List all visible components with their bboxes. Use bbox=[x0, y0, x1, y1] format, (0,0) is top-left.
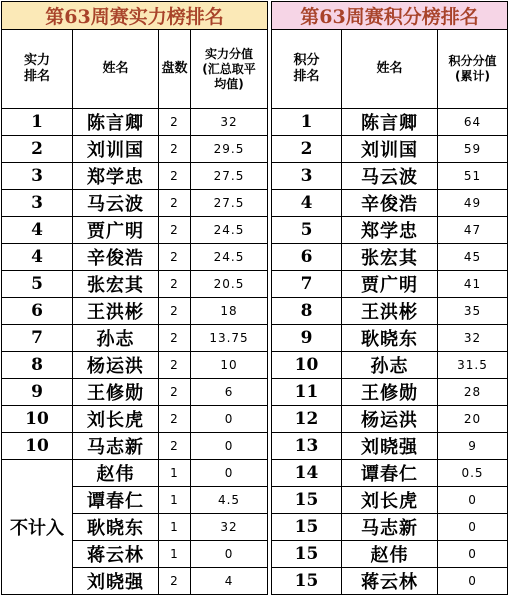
player-name-cell: 刘晓强 bbox=[73, 568, 159, 595]
strength-title: 第63周赛实力榜排名 bbox=[2, 2, 268, 30]
points-name-header: 姓名 bbox=[342, 30, 438, 109]
score-cell: 41 bbox=[438, 271, 508, 298]
table-row bbox=[2, 433, 268, 460]
player-name-cell: 郑学忠 bbox=[342, 217, 438, 244]
table-row bbox=[272, 460, 508, 487]
table-row bbox=[2, 244, 268, 271]
table-row bbox=[2, 163, 268, 190]
score-cell: 64 bbox=[438, 109, 508, 136]
player-name-cell: 郑学忠 bbox=[73, 163, 159, 190]
table-row bbox=[272, 514, 508, 541]
strength-score-header bbox=[191, 30, 268, 109]
player-name-cell: 陈言卿 bbox=[73, 109, 159, 136]
score-cell: 32 bbox=[191, 514, 268, 541]
points-rank-header-text: 积分排名 bbox=[293, 53, 320, 84]
player-name-cell: 孙志 bbox=[73, 325, 159, 352]
player-name-cell: 马志新 bbox=[73, 433, 159, 460]
rank-cell: 1 bbox=[2, 109, 73, 136]
table-row bbox=[272, 541, 508, 568]
player-name-cell: 刘训国 bbox=[73, 136, 159, 163]
games-cell: 2 bbox=[159, 136, 191, 163]
not-counted-label: 不计入 bbox=[2, 460, 73, 595]
table-row bbox=[272, 163, 508, 190]
score-cell: 0 bbox=[191, 460, 268, 487]
score-cell: 0 bbox=[438, 541, 508, 568]
table-row bbox=[2, 406, 268, 433]
table-row bbox=[2, 217, 268, 244]
player-name-cell: 耿晓东 bbox=[73, 514, 159, 541]
table-row bbox=[272, 217, 508, 244]
rank-cell: 15 bbox=[272, 541, 342, 568]
table-row bbox=[2, 325, 268, 352]
table-row bbox=[2, 460, 268, 487]
table-row bbox=[272, 325, 508, 352]
table-row bbox=[2, 109, 268, 136]
score-cell: 29.5 bbox=[191, 136, 268, 163]
table-row bbox=[272, 109, 508, 136]
rank-cell: 7 bbox=[272, 271, 342, 298]
player-name-cell: 赵伟 bbox=[73, 460, 159, 487]
rank-cell: 5 bbox=[2, 271, 73, 298]
table-row bbox=[272, 568, 508, 595]
table-row bbox=[272, 352, 508, 379]
score-cell: 10 bbox=[191, 352, 268, 379]
score-cell: 4 bbox=[191, 568, 268, 595]
games-cell: 1 bbox=[159, 487, 191, 514]
rank-cell: 4 bbox=[2, 217, 73, 244]
table-row bbox=[272, 406, 508, 433]
rank-cell: 1 bbox=[272, 109, 342, 136]
games-cell: 2 bbox=[159, 352, 191, 379]
score-cell: 0 bbox=[191, 406, 268, 433]
games-cell: 2 bbox=[159, 406, 191, 433]
player-name-cell: 王洪彬 bbox=[73, 298, 159, 325]
player-name-cell: 马志新 bbox=[342, 514, 438, 541]
rank-cell: 10 bbox=[272, 352, 342, 379]
score-cell: 31.5 bbox=[438, 352, 508, 379]
rank-cell: 15 bbox=[272, 487, 342, 514]
rank-cell: 5 bbox=[272, 217, 342, 244]
player-name-cell: 杨运洪 bbox=[342, 406, 438, 433]
player-name-cell: 辛俊浩 bbox=[73, 244, 159, 271]
points-ranking-table bbox=[271, 1, 508, 595]
score-cell: 20 bbox=[438, 406, 508, 433]
score-cell: 0 bbox=[191, 541, 268, 568]
games-cell: 1 bbox=[159, 460, 191, 487]
rank-cell: 4 bbox=[2, 244, 73, 271]
games-cell: 2 bbox=[159, 271, 191, 298]
player-name-cell: 耿晓东 bbox=[342, 325, 438, 352]
table-row bbox=[272, 190, 508, 217]
games-cell: 2 bbox=[159, 298, 191, 325]
games-cell: 2 bbox=[159, 217, 191, 244]
rank-cell: 10 bbox=[2, 433, 73, 460]
player-name-cell: 张宏其 bbox=[342, 244, 438, 271]
score-cell: 45 bbox=[438, 244, 508, 271]
player-name-cell: 陈言卿 bbox=[342, 109, 438, 136]
strength-name-header: 姓名 bbox=[73, 30, 159, 109]
score-cell: 0 bbox=[438, 568, 508, 595]
points-score-header-text: 积分分值(累计) bbox=[448, 54, 497, 83]
rank-cell: 3 bbox=[272, 163, 342, 190]
points-score-header bbox=[438, 30, 508, 109]
rank-cell: 15 bbox=[272, 568, 342, 595]
player-name-cell: 蒋云林 bbox=[342, 568, 438, 595]
ranking-sheet bbox=[1, 1, 507, 593]
rank-cell: 9 bbox=[272, 325, 342, 352]
points-title: 第63周赛积分榜排名 bbox=[272, 2, 508, 30]
score-cell: 51 bbox=[438, 163, 508, 190]
player-name-cell: 蒋云林 bbox=[73, 541, 159, 568]
table-row bbox=[2, 190, 268, 217]
player-name-cell: 刘长虎 bbox=[73, 406, 159, 433]
table-row bbox=[272, 379, 508, 406]
score-cell: 0 bbox=[438, 514, 508, 541]
games-cell: 1 bbox=[159, 514, 191, 541]
strength-rank-header bbox=[2, 30, 73, 109]
strength-score-header-text: 实力分值(汇总取平均值) bbox=[202, 46, 256, 91]
score-cell: 0.5 bbox=[438, 460, 508, 487]
player-name-cell: 贾广明 bbox=[73, 217, 159, 244]
table-row bbox=[272, 433, 508, 460]
rank-cell: 11 bbox=[272, 379, 342, 406]
score-cell: 27.5 bbox=[191, 190, 268, 217]
rank-cell: 6 bbox=[2, 298, 73, 325]
score-cell: 47 bbox=[438, 217, 508, 244]
player-name-cell: 张宏其 bbox=[73, 271, 159, 298]
player-name-cell: 王洪彬 bbox=[342, 298, 438, 325]
rank-cell: 13 bbox=[272, 433, 342, 460]
score-cell: 20.5 bbox=[191, 271, 268, 298]
table-row bbox=[2, 352, 268, 379]
score-cell: 9 bbox=[438, 433, 508, 460]
rank-cell: 2 bbox=[272, 136, 342, 163]
player-name-cell: 王修勋 bbox=[73, 379, 159, 406]
rank-cell: 9 bbox=[2, 379, 73, 406]
games-cell: 2 bbox=[159, 379, 191, 406]
score-cell: 6 bbox=[191, 379, 268, 406]
table-row bbox=[2, 379, 268, 406]
table-row bbox=[272, 298, 508, 325]
player-name-cell: 贾广明 bbox=[342, 271, 438, 298]
rank-cell: 3 bbox=[2, 190, 73, 217]
rank-cell: 4 bbox=[272, 190, 342, 217]
score-cell: 24.5 bbox=[191, 244, 268, 271]
player-name-cell: 马云波 bbox=[73, 190, 159, 217]
table-row bbox=[272, 244, 508, 271]
score-cell: 32 bbox=[191, 109, 268, 136]
player-name-cell: 刘长虎 bbox=[342, 487, 438, 514]
table-row bbox=[272, 271, 508, 298]
table-row bbox=[2, 298, 268, 325]
score-cell: 13.75 bbox=[191, 325, 268, 352]
score-cell: 59 bbox=[438, 136, 508, 163]
player-name-cell: 辛俊浩 bbox=[342, 190, 438, 217]
rank-cell: 2 bbox=[2, 136, 73, 163]
table-row bbox=[2, 271, 268, 298]
rank-cell: 6 bbox=[272, 244, 342, 271]
strength-ranking-table bbox=[1, 1, 268, 595]
player-name-cell: 马云波 bbox=[342, 163, 438, 190]
rank-cell: 3 bbox=[2, 163, 73, 190]
player-name-cell: 谭春仁 bbox=[342, 460, 438, 487]
player-name-cell: 刘训国 bbox=[342, 136, 438, 163]
games-cell: 2 bbox=[159, 433, 191, 460]
rank-cell: 7 bbox=[2, 325, 73, 352]
score-cell: 32 bbox=[438, 325, 508, 352]
rank-cell: 8 bbox=[2, 352, 73, 379]
points-rank-header bbox=[272, 30, 342, 109]
score-cell: 24.5 bbox=[191, 217, 268, 244]
score-cell: 49 bbox=[438, 190, 508, 217]
strength-rank-header-text: 实力排名 bbox=[23, 53, 50, 84]
player-name-cell: 谭春仁 bbox=[73, 487, 159, 514]
games-cell: 2 bbox=[159, 325, 191, 352]
player-name-cell: 刘晓强 bbox=[342, 433, 438, 460]
rank-cell: 14 bbox=[272, 460, 342, 487]
score-cell: 27.5 bbox=[191, 163, 268, 190]
score-cell: 0 bbox=[438, 487, 508, 514]
rank-cell: 8 bbox=[272, 298, 342, 325]
strength-games-header: 盘数 bbox=[159, 30, 191, 109]
player-name-cell: 赵伟 bbox=[342, 541, 438, 568]
score-cell: 35 bbox=[438, 298, 508, 325]
score-cell: 0 bbox=[191, 433, 268, 460]
table-row bbox=[272, 136, 508, 163]
player-name-cell: 王修勋 bbox=[342, 379, 438, 406]
score-cell: 28 bbox=[438, 379, 508, 406]
rank-cell: 15 bbox=[272, 514, 342, 541]
games-cell: 1 bbox=[159, 541, 191, 568]
games-cell: 2 bbox=[159, 190, 191, 217]
games-cell: 2 bbox=[159, 244, 191, 271]
rank-cell: 12 bbox=[272, 406, 342, 433]
games-cell: 2 bbox=[159, 109, 191, 136]
games-cell: 2 bbox=[159, 568, 191, 595]
rank-cell: 10 bbox=[2, 406, 73, 433]
table-row bbox=[2, 136, 268, 163]
games-cell: 2 bbox=[159, 163, 191, 190]
player-name-cell: 孙志 bbox=[342, 352, 438, 379]
score-cell: 18 bbox=[191, 298, 268, 325]
score-cell: 4.5 bbox=[191, 487, 268, 514]
table-row bbox=[272, 487, 508, 514]
player-name-cell: 杨运洪 bbox=[73, 352, 159, 379]
